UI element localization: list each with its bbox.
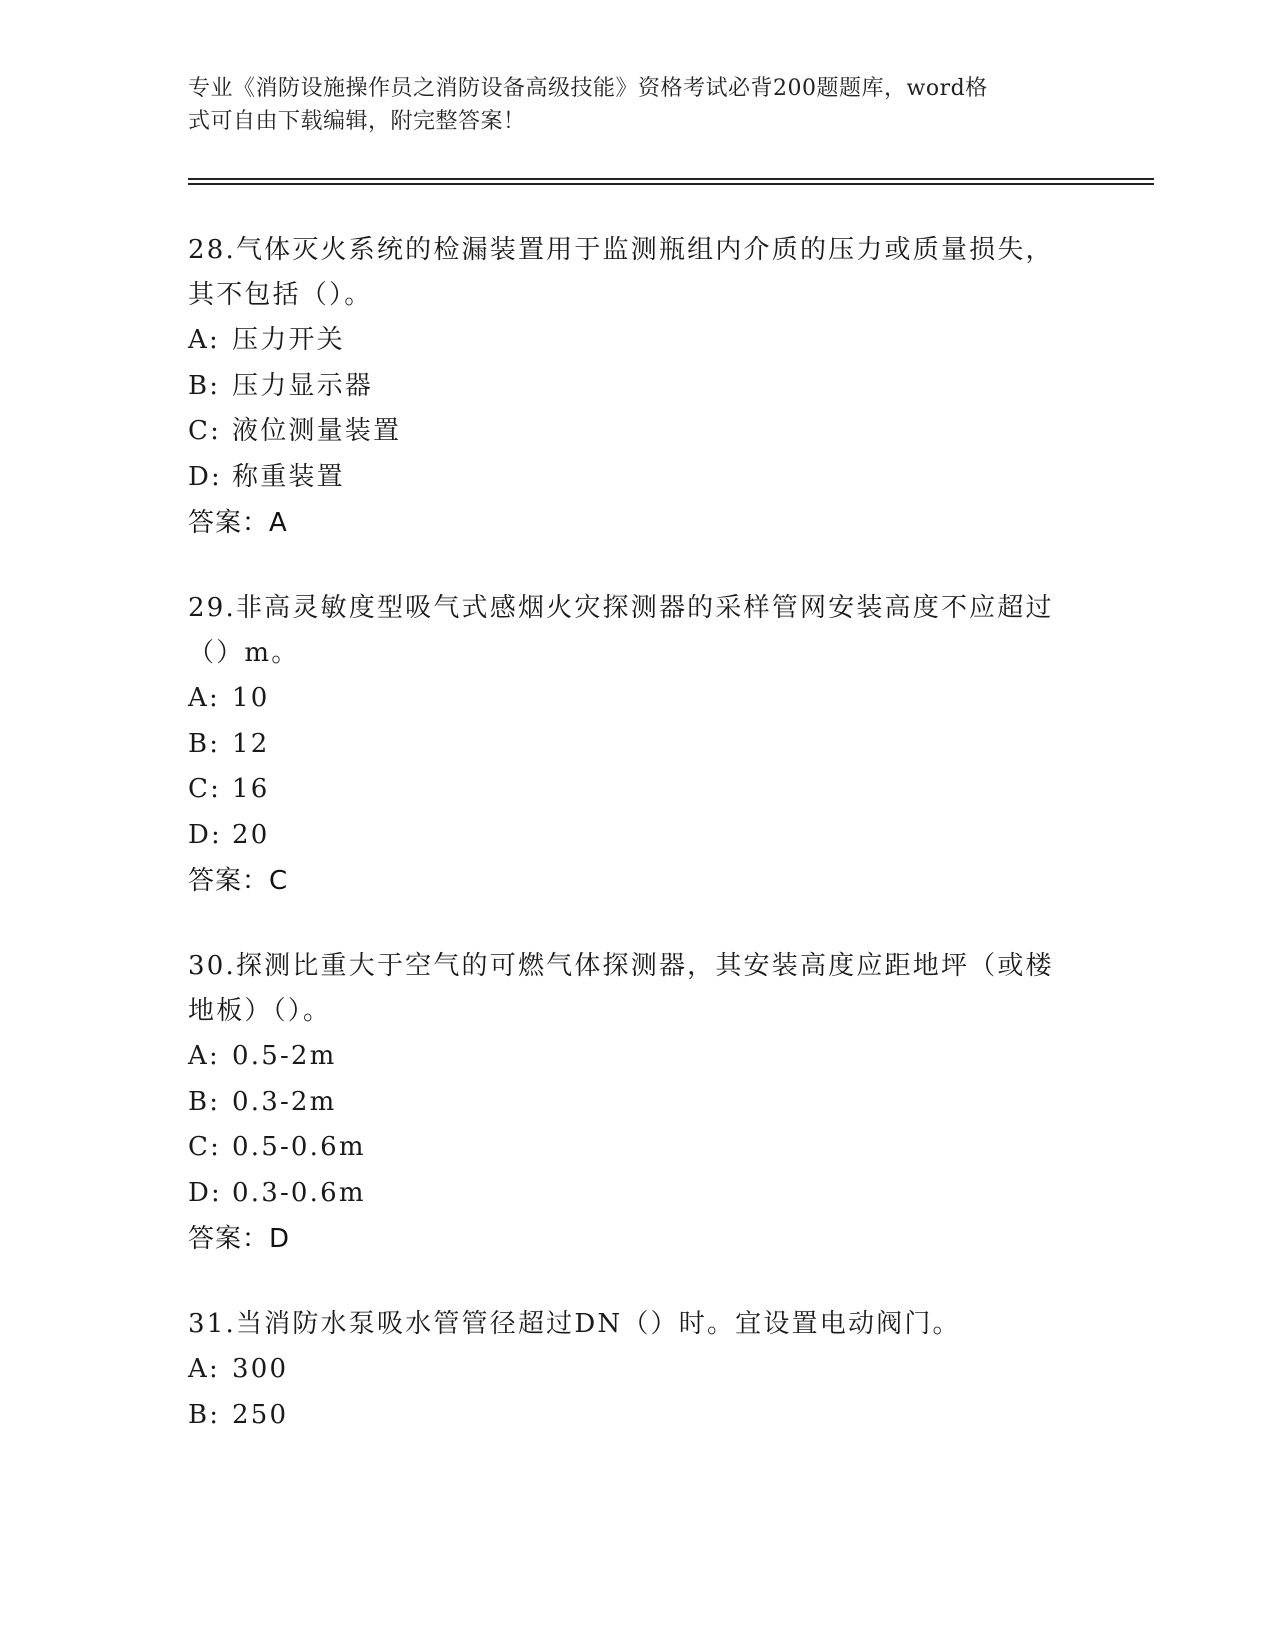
option-a xyxy=(188,318,1088,364)
option-text: 0.5-0.6m xyxy=(232,1132,366,1162)
option-a xyxy=(188,1034,1088,1080)
header-line-1: 专业《消防设施操作员之消防设备高级技能》资格考试必背200题题库，word格 xyxy=(188,76,988,101)
option-text: 0.5-2m xyxy=(232,1041,337,1071)
option-b xyxy=(188,1080,1088,1126)
option-letter: A: xyxy=(188,1041,220,1071)
question-stem: 29.非高灵敏度型吸气式感烟火灾探测器的采样管网安装高度不应超过（）m。 xyxy=(188,593,1054,668)
question-30 xyxy=(188,944,1088,1262)
option-letter: A: xyxy=(188,683,220,713)
option-letter: D: xyxy=(188,819,223,850)
question-stem: 28.气体灭火系统的检漏装置用于监测瓶组内介质的压力或质量损失，其不包括（）。 xyxy=(188,235,1054,310)
question-31 xyxy=(188,1302,1088,1438)
option-text: 12 xyxy=(232,728,270,759)
answer-line: 答案：A xyxy=(188,508,288,538)
answer-line: 答案：D xyxy=(188,1224,291,1254)
option-text: 0.3-2m xyxy=(232,1086,337,1117)
option-letter: C: xyxy=(188,416,222,446)
option-text: 250 xyxy=(232,1399,289,1430)
option-text: 300 xyxy=(232,1354,289,1384)
option-c xyxy=(188,1125,1088,1171)
option-text: 称重装置 xyxy=(232,461,345,492)
question-stem: 31.当消防水泵吸水管管径超过DN（）时。宜设置电动阀门。 xyxy=(188,1309,961,1339)
option-text: 16 xyxy=(232,774,270,804)
option-c xyxy=(188,409,1088,455)
option-d xyxy=(188,455,1088,501)
option-a xyxy=(188,676,1088,722)
option-letter: D: xyxy=(188,461,223,492)
document-header xyxy=(188,72,1068,138)
option-b xyxy=(188,364,1088,410)
question-stem: 30.探测比重大于空气的可燃气体探测器，其安装高度应距地坪（或楼地板）（）。 xyxy=(188,951,1054,1026)
option-letter: A: xyxy=(188,325,220,355)
option-text: 20 xyxy=(232,819,270,850)
option-c xyxy=(188,767,1088,813)
option-letter: C: xyxy=(188,1132,222,1162)
option-a xyxy=(188,1347,1088,1393)
header-divider-top xyxy=(188,178,1154,180)
header-divider-bottom xyxy=(188,183,1154,185)
question-28 xyxy=(188,228,1088,546)
option-letter: B: xyxy=(188,728,221,759)
option-text: 0.3-0.6m xyxy=(232,1177,366,1208)
option-letter: B: xyxy=(188,1086,221,1117)
option-text: 液位测量装置 xyxy=(232,416,402,446)
question-list xyxy=(188,228,1088,1478)
option-letter: A: xyxy=(188,1354,220,1384)
header-line-2: 式可自由下载编辑，附完整答案！ xyxy=(188,109,526,134)
option-text: 10 xyxy=(232,683,270,713)
option-letter: B: xyxy=(188,1399,221,1430)
option-letter: C: xyxy=(188,774,222,804)
option-b xyxy=(188,722,1088,768)
option-text: 压力开关 xyxy=(232,325,345,355)
option-letter: B: xyxy=(188,370,221,401)
option-b xyxy=(188,1393,1088,1439)
option-letter: D: xyxy=(188,1177,223,1208)
question-29 xyxy=(188,586,1088,904)
option-d xyxy=(188,1171,1088,1217)
option-d xyxy=(188,813,1088,859)
option-text: 压力显示器 xyxy=(232,370,374,401)
answer-line: 答案：C xyxy=(188,866,289,896)
